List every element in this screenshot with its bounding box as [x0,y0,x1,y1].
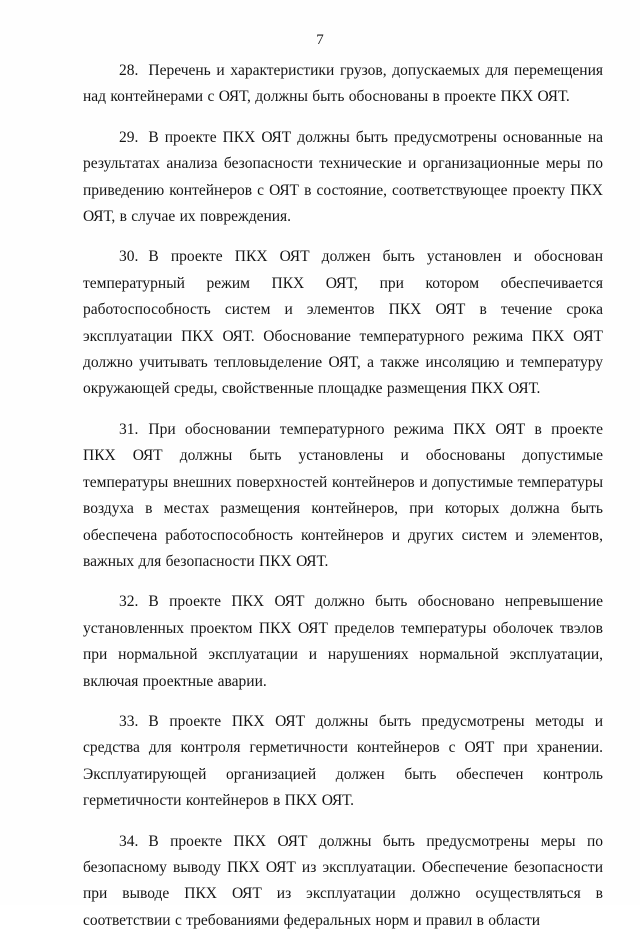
paragraph-text: В проекте ПКХ ОЯТ должны быть предусмотрены основанные на результатах анализа безопасности технические и организационные меры по приведению контейнеров с ОЯТ в состояние, соответствующее проекту ПКХ ОЯТ, в случае их повреждения. [83,128,603,226]
paragraph-33 [83,709,603,815]
paragraph-number: 32. [119,593,139,611]
paragraph-text: Перечень и характеристики грузов, допускаемых для перемещения над контейнерами с ОЯТ, должны быть обоснованы в проекте ПКХ ОЯТ. [83,62,603,106]
paragraph-28 [83,58,603,111]
paragraph-number: 33. [119,712,139,730]
paragraph-32 [83,589,603,695]
paragraph-31 [83,417,603,575]
paragraph-number: 34. [119,832,139,850]
paragraph-number: 31. [119,420,139,438]
paragraph-text: В проекте ПКХ ОЯТ должен быть установлен и обоснован температурный режим ПКХ ОЯТ, при котором обеспечивается работоспособность систем и элементов ПКХ ОЯТ в течение срока эксплуатации ПКХ ОЯТ. Обоснование температурного режима ПКХ ОЯТ должно учитывать тепловыделение ОЯТ, а также инсоляцию и температуру окружающей среды, свойственные площадке размещения ПКХ ОЯТ. [83,248,603,398]
paragraph-text: При обосновании температурного режима ПКХ ОЯТ в проекте ПКХ ОЯТ должны быть установлены и обоснованы допустимые температуры внешних поверхностей контейнеров и допустимые температуры воздуха в местах размещения контейнеров, при которых должна быть обеспечена работоспособность контейнеров и других систем и элементов, важных для безопасности ПКХ ОЯТ. [83,420,603,570]
document-body [83,58,603,948]
paragraph-text: В проекте ПКХ ОЯТ должны быть предусмотрены меры по безопасному выводу ПКХ ОЯТ из эксплуатации. Обеспечение безопасности при выводе ПКХ ОЯТ из эксплуатации должно осуществляться в соответствии с требованиями федеральных норм и правил в области [83,832,603,929]
paragraph-number: 28. [119,62,139,79]
paragraph-30 [83,244,603,402]
paragraph-34 [83,829,603,935]
page-number: 7 [316,32,324,48]
paragraph-29 [83,125,603,231]
paragraph-text: В проекте ПКХ ОЯТ должно быть обосновано непревышение установленных проектом ПКХ ОЯТ пределов температуры оболочек твэлов при нормальной эксплуатации и нарушениях нормальной эксплуатации, включая проектные аварии. [83,593,603,690]
paragraph-text: В проекте ПКХ ОЯТ должны быть предусмотрены методы и средства для контроля герметичности контейнеров с ОЯТ при хранении. Эксплуатирующей организацией должен быть обеспечен контроль герметичности контейнеров в ПКХ ОЯТ. [83,712,603,810]
paragraph-number: 30. [119,248,139,266]
paragraph-number: 29. [119,128,139,146]
